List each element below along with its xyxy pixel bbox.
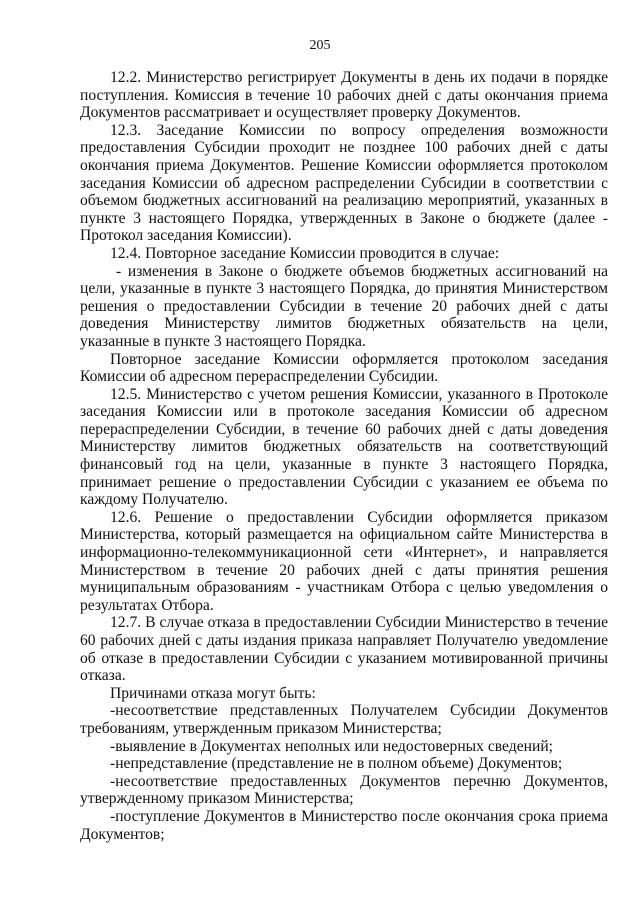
list-item-reason-incomplete: -выявление в Документах неполных или недостоверных сведений; xyxy=(110,737,553,755)
document-body xyxy=(80,69,608,843)
list-item-budget-change: - изменения в Законе о бюджете объемов бюджетных ассигнований на цели, указанные в пункте 3 настоящего Порядка, до принятия Министерством решения о предоставлении Субсидии в течение 20 рабочих дней с даты доведения Министерству лимитов бюджетных обязательств на цели, указанные в пункте 3 настоящего Порядка. xyxy=(80,262,608,350)
list-item-reason-mismatch: -несоответствие представленных Получателем Субсидии Документов требованиям, утвержденным приказом Министерства; xyxy=(80,702,608,737)
paragraph-12-4: 12.4. Повторное заседание Комиссии проводится в случае: xyxy=(110,244,500,262)
paragraph-12-5: 12.5. Министерство с учетом решения Комиссии, указанного в Протоколе заседания Комиссии или в протоколе заседания Комиссии об адресном перераспределении Субсидии, в течение 60 рабочих дней с даты доведения Министерству лимитов бюджетных обязательств на соответствующий финансовый год на цели, указанные в пункте 3 настоящего Порядка, принимает решение о предоставлении Субсидии с указанием ее объема по каждому Получателю. xyxy=(80,385,608,509)
list-item-reason-not-submitted: -непредставление (представление не в полном объеме) Документов; xyxy=(110,755,563,773)
list-item-reason-list-mismatch: -несоответствие предоставленных Документов перечню Документов, утвержденному приказом Министерства; xyxy=(80,772,608,808)
paragraph-12-7: 12.7. В случае отказа в предоставлении Субсидии Министерство в течение 60 рабочих дней с даты издания приказа направляет Получателю уведомление об отказе в предоставлении Субсидии с указанием мотивированной причины отказа. xyxy=(80,614,608,685)
paragraph-12-3: 12.3. Заседание Комиссии по вопросу определения возможности предоставления Субсидии проходит не позднее 100 рабочих дней с даты окончания приема Документов. Решение Комиссии оформляется протоколом заседания Комиссии об адресном распределении Субсидии в соответствии с объемом бюджетных ассигнований на реализацию мероприятий, указанных в пункте 3 настоящего Порядка, утвержденных в Законе о бюджете (далее - Протокол заседания Комиссии). xyxy=(80,121,608,245)
list-item-reason-late: -поступление Документов в Министерство после окончания срока приема Документов; xyxy=(80,807,608,843)
paragraph-refusal-reasons: Причинами отказа могут быть: xyxy=(110,684,316,702)
paragraph-12-6: 12.6. Решение о предоставлении Субсидии оформляется приказом Министерства, который размещается на официальном сайте Министерства в информационно-телекоммуникационной сети «Интернет», и направляется Министерством в течение 20 рабочих дней с даты принятия решения муниципальным образованиям - участникам Отбора с целью уведомления о результатах Отбора. xyxy=(80,508,608,614)
page-number: 205 xyxy=(309,38,331,53)
paragraph-12-2: 12.2. Министерство регистрирует Документы в день их подачи в порядке поступления. Комиссия в течение 10 рабочих дней с даты окончания приема Документов рассматривает и осуществляет проверку Документов. xyxy=(80,69,608,122)
paragraph-repeat-meeting: Повторное заседание Комиссии оформляется протоколом заседания Комиссии об адресном перераспределении Субсидии. xyxy=(80,350,608,386)
